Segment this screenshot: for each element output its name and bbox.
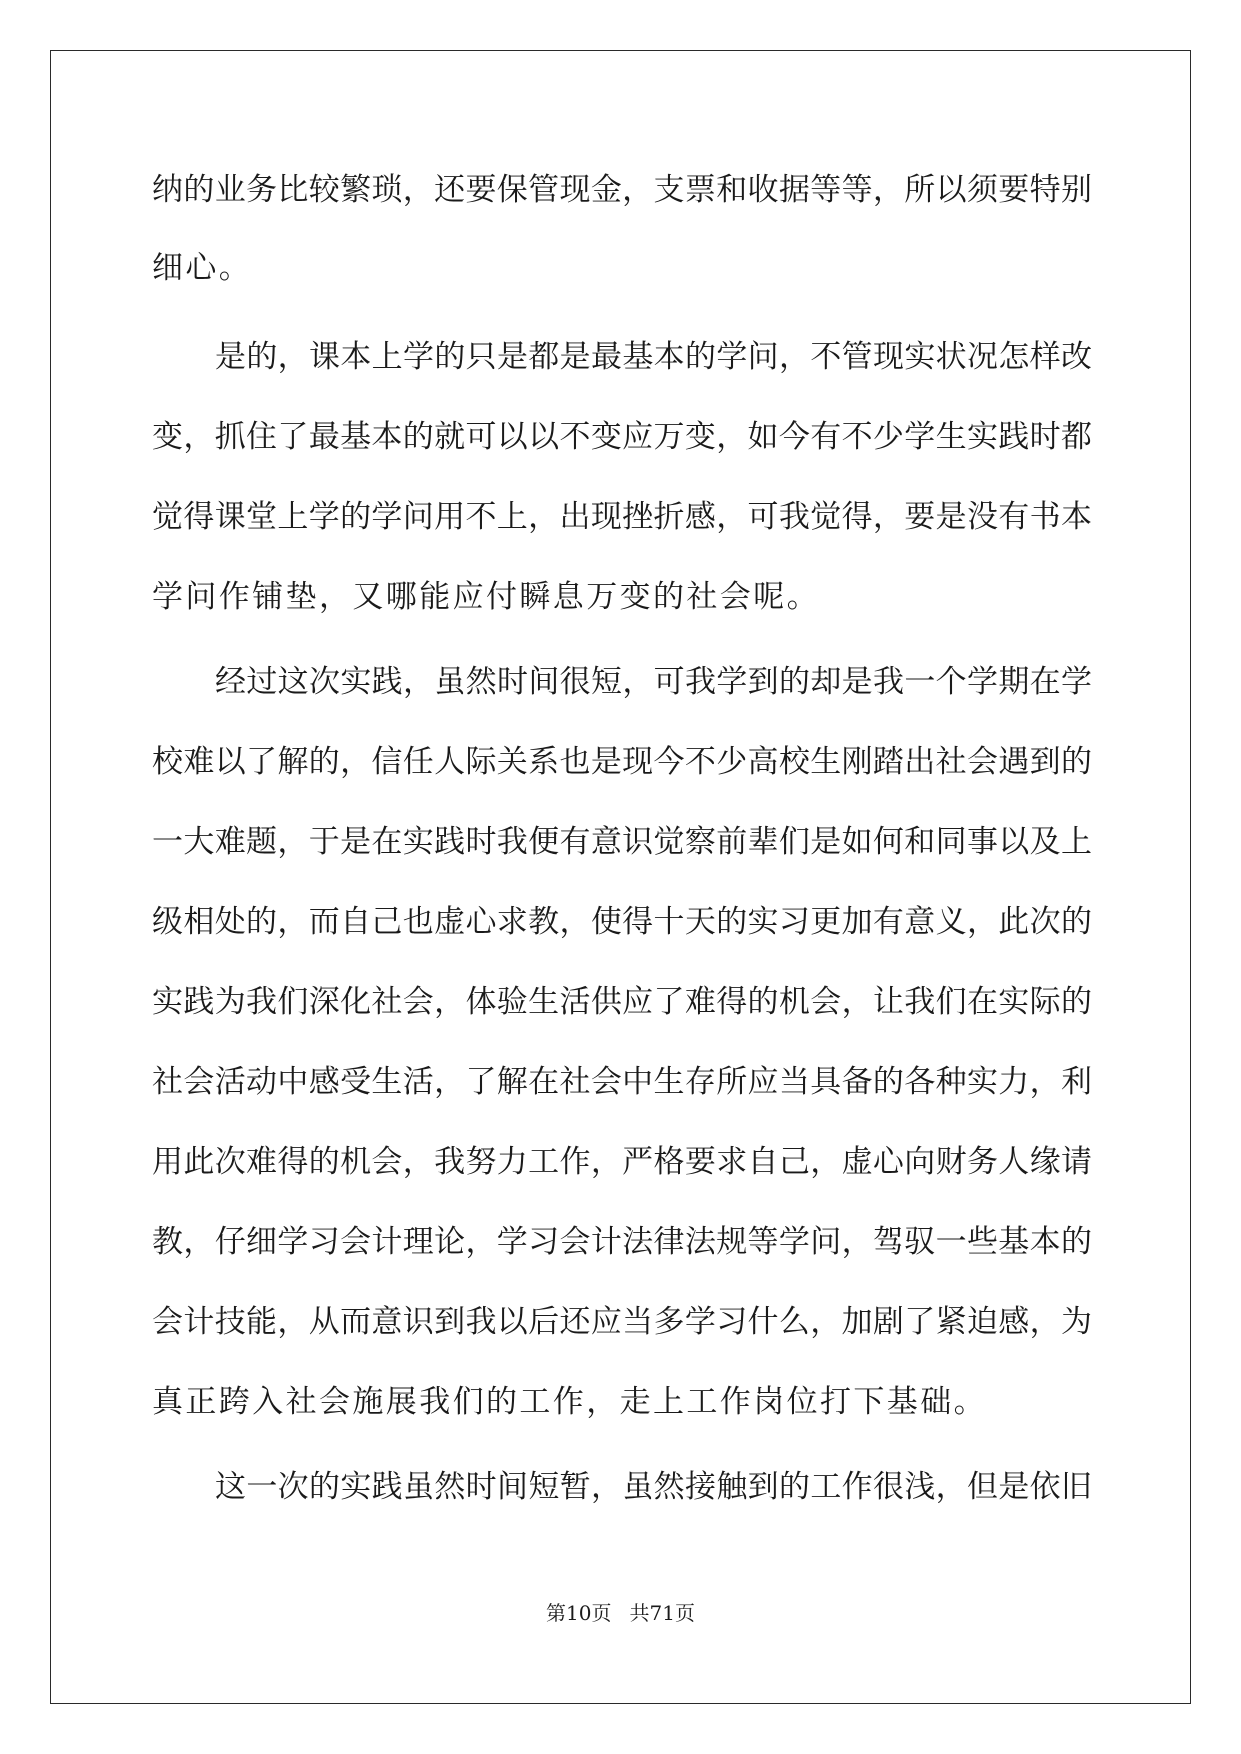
- page-footer: [0, 1597, 1241, 1626]
- total-pages: 共71页: [629, 1601, 695, 1625]
- paragraph-line: 真正跨入社会施展我们的工作，走上工作岗位打下基础。: [152, 1384, 987, 1420]
- paragraph-line: 纳的业务比较繁琐，还要保管现金，支票和收据等等，所以须要特别: [152, 172, 1092, 208]
- paragraph-line: 是的，课本上学的只是都是最基本的学问，不管现实状况怎样改: [215, 339, 1092, 375]
- paragraph-line: 实践为我们深化社会，体验生活供应了难得的机会，让我们在实际的: [152, 984, 1092, 1020]
- paragraph-line: 级相处的，而自己也虚心求教，使得十天的实习更加有意义，此次的: [152, 904, 1092, 940]
- paragraph-line: 学问作铺垫，又哪能应付瞬息万变的社会呢。: [152, 579, 820, 615]
- paragraph-line: 用此次难得的机会，我努力工作，严格要求自己，虚心向财务人缘请: [152, 1144, 1092, 1180]
- page-border: [50, 50, 1191, 1704]
- paragraph-line: 教，仔细学习会计理论，学习会计法律法规等学问，驾驭一些基本的: [152, 1224, 1092, 1260]
- paragraph-line: 社会活动中感受生活，了解在社会中生存所应当具备的各种实力，利: [152, 1064, 1092, 1100]
- paragraph-line: 这一次的实践虽然时间短暂，虽然接触到的工作很浅，但是依旧: [215, 1469, 1092, 1505]
- paragraph-line: 经过这次实践，虽然时间很短，可我学到的却是我一个学期在学: [215, 664, 1092, 700]
- paragraph-line: 变，抓住了最基本的就可以以不变应万变，如今有不少学生实践时都: [152, 419, 1092, 455]
- current-page-number: 第10页: [546, 1601, 612, 1625]
- paragraph-line: 觉得课堂上学的学问用不上，出现挫折感，可我觉得，要是没有书本: [152, 499, 1092, 535]
- paragraph-line: 一大难题，于是在实践时我便有意识觉察前辈们是如何和同事以及上: [152, 824, 1092, 860]
- paragraph-line: 细心。: [152, 250, 253, 286]
- paragraph-line: 校难以了解的，信任人际关系也是现今不少高校生刚踏出社会遇到的: [152, 744, 1092, 780]
- paragraph-line: 会计技能，从而意识到我以后还应当多学习什么，加剧了紧迫感，为: [152, 1304, 1092, 1340]
